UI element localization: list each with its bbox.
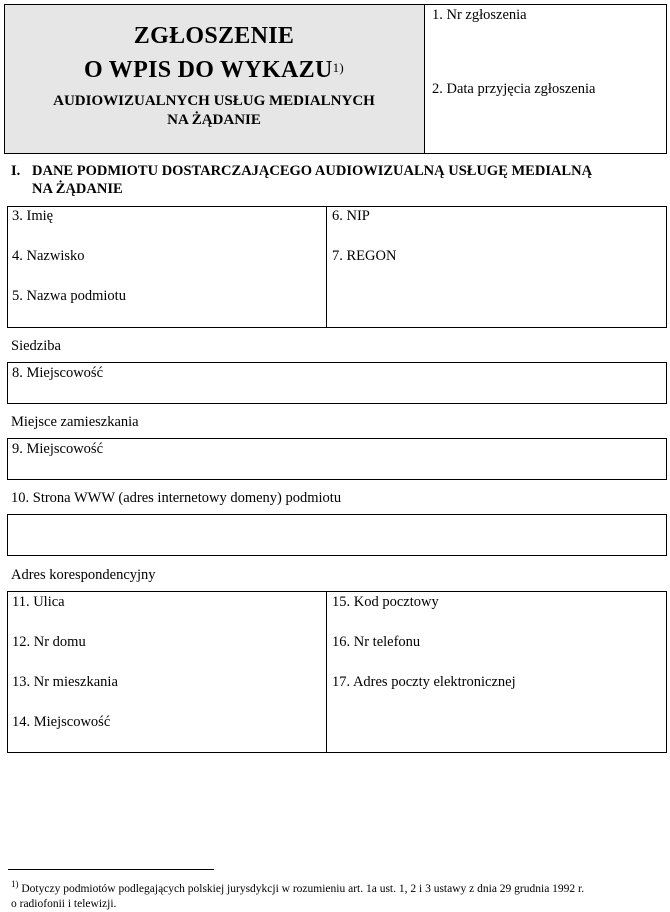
footnote-mark: 1) [11,879,19,889]
residence-box [7,438,667,480]
title-line-1: ZGŁOSZENIE [133,23,295,49]
residence-label: Miejsce zamieszkania [11,414,139,430]
field-seat-locality[interactable]: 8. Miejscowość [12,365,104,381]
field-acceptance-date[interactable]: 2. Data przyjęcia zgłoszenia [432,81,596,97]
field-postal-code[interactable]: 15. Kod pocztowy [332,594,439,610]
field-first-name[interactable]: 3. Imię [12,208,54,224]
field-apartment-number[interactable]: 13. Nr mieszkania [12,674,118,690]
footnote [11,877,584,912]
title-line-2 [4,50,424,84]
footnote-text-1: Dotyczy podmiotów podlegających polskiej jurysdykcji w rozumieniu art. 1a ust. 1, 2 i 3 ustawy z dnia 29 grudnia 1992 r. [21,882,585,895]
correspondence-label: Adres korespondencyjny [11,567,156,583]
form-title [4,22,424,130]
header-registration-panel [425,5,666,153]
field-residence-locality[interactable]: 9. Miejscowość [12,441,104,457]
section-1-heading [11,162,592,198]
field-nip[interactable]: 6. NIP [332,208,370,224]
field-phone-number[interactable]: 16. Nr telefonu [332,634,421,650]
website-label: 10. Strona WWW (adres internetowy domeny) podmiotu [11,490,342,506]
field-correspondence-locality[interactable]: 14. Miejscowość [12,714,111,730]
footnote-line-2: o radiofonii i telewizji. [11,897,117,910]
subtitle-line-1: AUDIOWIZUALNYCH USŁUG MEDIALNYCH [53,93,375,109]
field-entity-name[interactable]: 5. Nazwa podmiotu [12,288,126,304]
title-line-2-text: O WPIS DO WYKAZU [83,57,333,83]
field-email-address[interactable]: 17. Adres poczty elektronicznej [332,674,516,690]
field-regon[interactable]: 7. REGON [332,248,397,264]
field-street[interactable]: 11. Ulica [12,594,65,610]
field-house-number[interactable]: 12. Nr domu [12,634,86,650]
identity-box-divider [326,206,327,328]
field-registration-number[interactable]: 1. Nr zgłoszenia [432,7,527,23]
footnote-separator [8,869,214,870]
field-last-name[interactable]: 4. Nazwisko [12,248,85,264]
subtitle-line-2: NA ŻĄDANIE [167,112,261,128]
section-1-number: I. [11,163,21,179]
seat-box [7,362,667,404]
header-divider [424,4,425,154]
website-input-box[interactable] [7,514,667,556]
seat-label: Siedziba [11,338,61,354]
section-1-heading-line-2: NA ŻĄDANIE [32,181,123,197]
title-footnote-mark: 1) [332,60,345,75]
section-1-heading-line-1: DANE PODMIOTU DOSTARCZAJĄCEGO AUDIOWIZUALNĄ USŁUGĘ MEDIALNĄ [32,163,593,179]
footnote-line-1 [11,877,584,897]
correspondence-box-divider [326,591,327,753]
